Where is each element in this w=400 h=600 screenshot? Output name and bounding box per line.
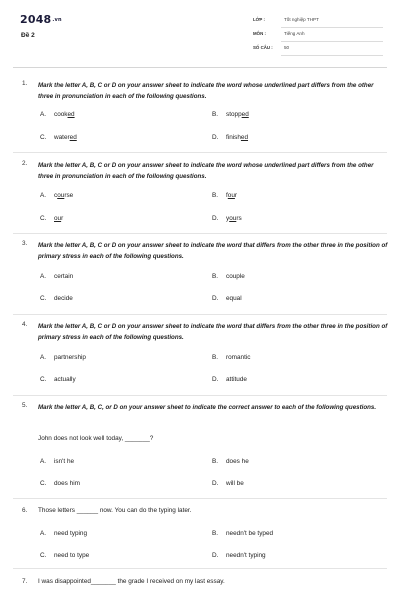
option-underlined: ou	[229, 215, 237, 222]
question-separator	[13, 498, 387, 499]
question-separator	[13, 233, 387, 234]
option-b[interactable]	[212, 530, 273, 537]
option-text: will be	[226, 480, 244, 487]
meta-key: MÔN :	[253, 31, 266, 36]
option-underlined: ed	[241, 111, 249, 118]
option-letter: C.	[40, 552, 47, 559]
question-stem: John does not look well today, _______?	[38, 435, 154, 442]
option-text: needn't be typed	[226, 530, 274, 537]
option-b[interactable]	[212, 111, 249, 118]
option-b[interactable]	[212, 273, 245, 280]
option-underlined: ed	[240, 134, 249, 141]
meta-subject	[253, 29, 383, 43]
option-a[interactable]	[40, 458, 74, 465]
option-letter: A.	[40, 530, 47, 537]
option-underlined: ou	[57, 192, 65, 199]
question-separator	[13, 568, 387, 569]
option-letter: B.	[212, 530, 219, 537]
option-text: cook	[54, 111, 68, 118]
question-number: 6.	[22, 507, 28, 514]
option-text: f	[226, 192, 228, 199]
option-text: romantic	[226, 354, 251, 361]
meta-underline	[281, 55, 383, 56]
option-text: c	[54, 192, 58, 199]
option-letter: D.	[212, 552, 219, 559]
option-letter: D.	[212, 134, 219, 141]
option-a[interactable]	[40, 111, 75, 118]
option-letter: C.	[40, 215, 47, 222]
option-text: partnership	[54, 354, 86, 361]
meta-underline	[281, 41, 383, 42]
question-separator	[13, 314, 387, 315]
option-letter: B.	[212, 458, 219, 465]
option-letter: C.	[40, 480, 47, 487]
exam-code: Đề 2	[21, 32, 35, 39]
option-d[interactable]	[212, 215, 242, 222]
option-text-end: rse	[64, 192, 74, 199]
option-letter: A.	[40, 354, 47, 361]
option-c[interactable]	[40, 552, 89, 559]
option-c[interactable]	[40, 376, 76, 383]
option-letter: B.	[212, 273, 219, 280]
option-letter: B.	[212, 192, 219, 199]
option-a[interactable]	[40, 273, 73, 280]
option-letter: B.	[212, 111, 219, 118]
option-d[interactable]	[212, 134, 248, 141]
option-letter: D.	[212, 480, 219, 487]
question-instruction: Mark the letter A, B, C or D on your answer sheet to indicate the word whose underlined part differs from the other three in pronunciation in each of the following questions.	[38, 162, 374, 180]
question-instruction: Mark the letter A, B, C or D on your answer sheet to indicate the word that differs from the other three in the position of primary stress in each of the following questions.	[38, 242, 388, 260]
header-divider	[13, 67, 387, 68]
option-d[interactable]	[212, 480, 244, 487]
option-text: attitude	[226, 376, 247, 383]
meta-value: 50	[284, 45, 290, 50]
option-text: certain	[54, 273, 74, 280]
question-instruction: Mark the letter A, B, C, or D on your answer sheet to indicate the correct answer to each of the following questions.	[38, 404, 377, 411]
option-text: equal	[226, 295, 242, 302]
option-a[interactable]	[40, 354, 86, 361]
option-text-end: rs	[236, 215, 242, 222]
option-text: does him	[54, 480, 80, 487]
option-d[interactable]	[212, 552, 266, 559]
option-text: water	[54, 134, 70, 141]
option-d[interactable]	[212, 295, 242, 302]
question-instruction: Mark the letter A, B, C or D on your answer sheet to indicate the word that differs from the other three in the position of primary stress in each of the following questions.	[38, 323, 388, 341]
option-a[interactable]	[40, 530, 87, 537]
option-text: need typing	[54, 530, 88, 537]
logo-text: 2048	[20, 13, 52, 26]
question-number: 5.	[22, 402, 28, 409]
option-underlined: ed	[69, 134, 77, 141]
option-d[interactable]	[212, 376, 247, 383]
option-letter: A.	[40, 273, 47, 280]
logo-suffix: .vn	[52, 17, 62, 23]
option-letter: A.	[40, 458, 47, 465]
option-a[interactable]	[40, 192, 73, 199]
question-number: 2.	[22, 160, 28, 167]
meta-value: Tốt nghiệp THPT	[284, 17, 319, 22]
option-text: does he	[226, 458, 249, 465]
option-underlined: ou	[227, 192, 235, 199]
question-number: 1.	[22, 80, 28, 87]
option-letter: C.	[40, 376, 47, 383]
option-text: y	[226, 215, 230, 222]
option-b[interactable]	[212, 192, 237, 199]
meta-question-count	[253, 43, 383, 57]
question-stem: Those letters ______ now. You can do the typing later.	[38, 507, 192, 514]
option-text-end: r	[234, 192, 238, 199]
option-text: stopp	[226, 111, 242, 118]
meta-key: LỚP :	[253, 17, 265, 22]
option-underlined: ed	[67, 111, 75, 118]
option-letter: D.	[212, 215, 219, 222]
question-separator	[13, 395, 387, 396]
question-number: 3.	[22, 240, 28, 247]
option-letter: A.	[40, 111, 47, 118]
option-text-end: r	[61, 215, 64, 222]
option-letter: D.	[212, 376, 219, 383]
question-instruction: Mark the letter A, B, C or D on your answer sheet to indicate the word whose underlined part differs from the other three in pronunciation in each of the following questions.	[38, 82, 374, 100]
question-stem: I was disappointed_______ the grade I received on my last essay.	[38, 578, 225, 585]
option-letter: C.	[40, 295, 47, 302]
option-b[interactable]	[212, 354, 251, 361]
meta-value: Tiếng Anh	[284, 31, 305, 36]
option-text: couple	[226, 273, 245, 280]
question-number: 7.	[22, 578, 28, 585]
option-c[interactable]	[40, 134, 77, 141]
option-underlined: ou	[54, 215, 62, 222]
meta-key: SỐ CÂU :	[253, 45, 273, 50]
meta-class	[253, 15, 383, 29]
option-text: actually	[54, 376, 76, 383]
option-text: isn't he	[54, 458, 75, 465]
page-header	[0, 0, 400, 62]
option-letter: B.	[212, 354, 219, 361]
option-c[interactable]	[40, 480, 80, 487]
option-text: needn't typing	[226, 552, 266, 559]
option-text: decide	[54, 295, 73, 302]
question-separator	[13, 152, 387, 153]
option-text: finish	[226, 134, 241, 141]
meta-underline	[281, 27, 383, 28]
option-text: need to type	[54, 552, 90, 559]
site-logo[interactable]	[20, 13, 62, 26]
question-number: 4.	[22, 321, 28, 328]
option-c[interactable]	[40, 295, 73, 302]
option-c[interactable]	[40, 215, 63, 222]
option-letter: C.	[40, 134, 47, 141]
option-b[interactable]	[212, 458, 249, 465]
option-letter: A.	[40, 192, 47, 199]
option-letter: D.	[212, 295, 219, 302]
